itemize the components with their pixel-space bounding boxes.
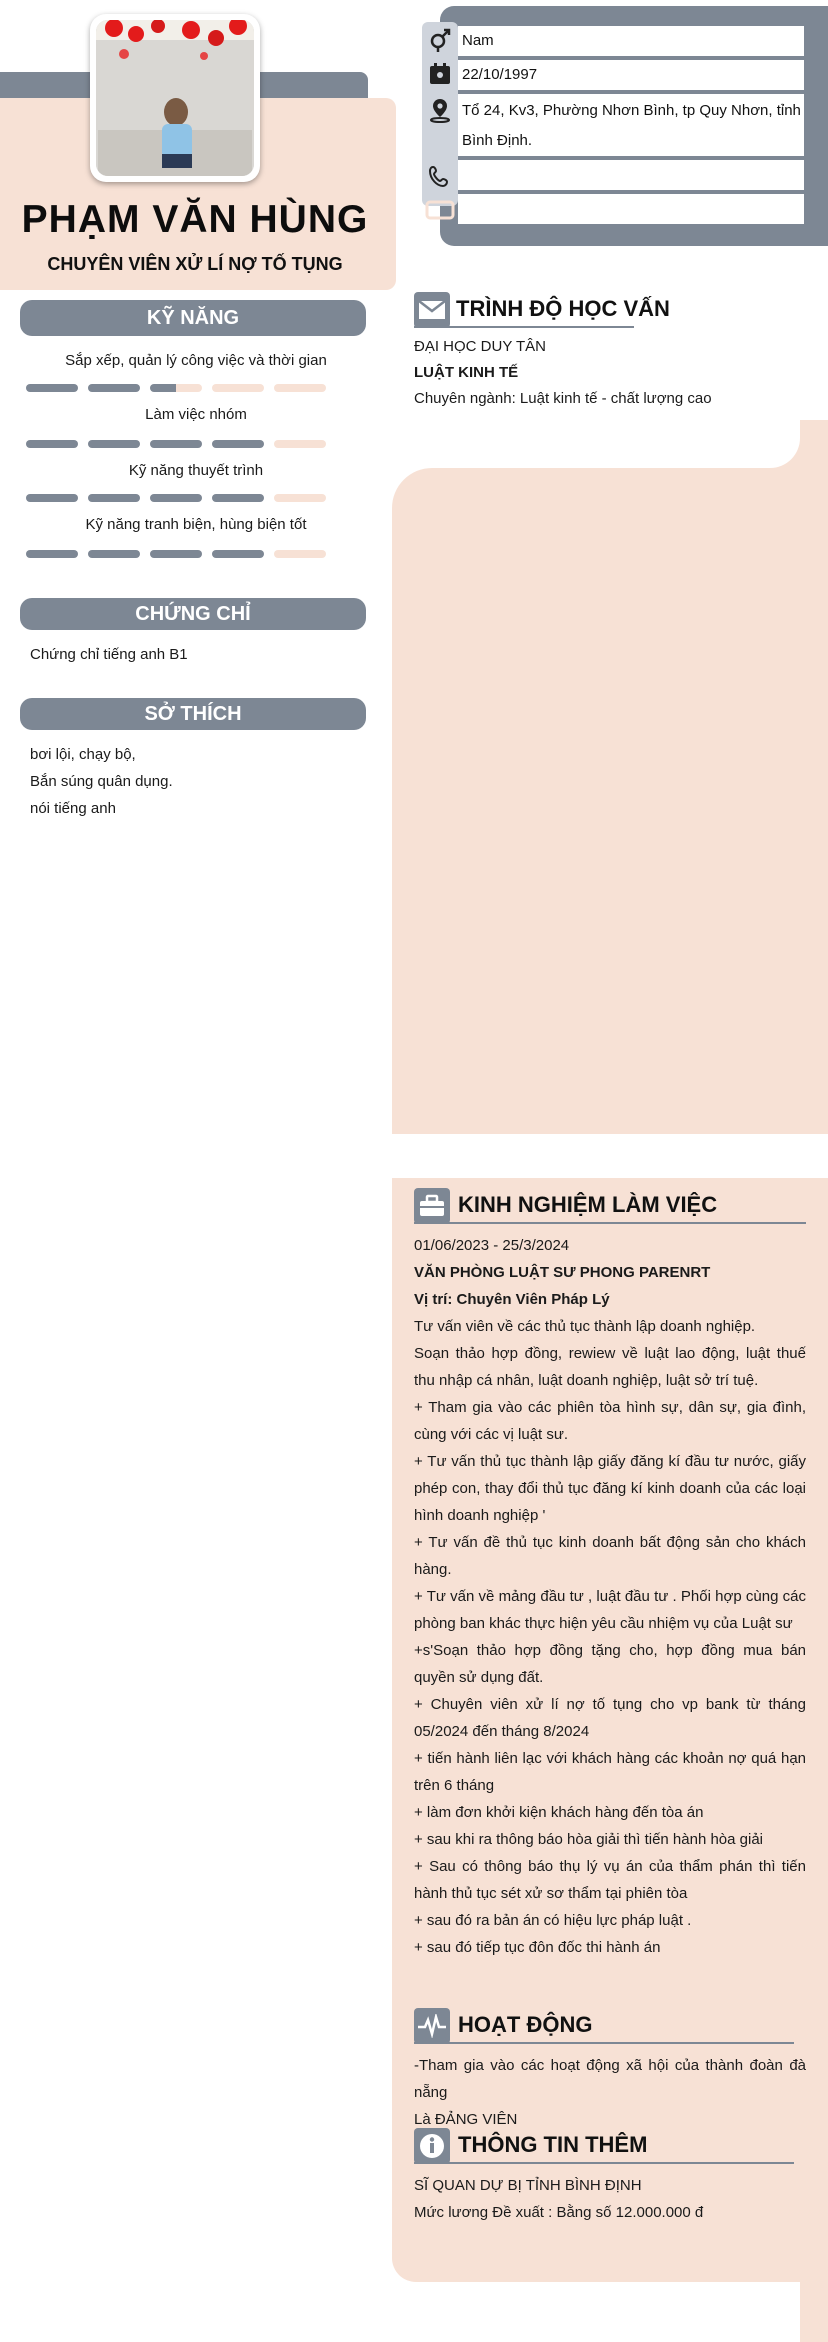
birthdate-field: 22/10/1997 bbox=[458, 60, 804, 90]
certificates-heading: CHỨNG CHỈ bbox=[20, 598, 366, 630]
activity-line: -Tham gia vào các hoạt động xã hội của thành đoàn đà nẵng bbox=[414, 2057, 806, 2101]
right-panel-notch bbox=[740, 400, 800, 468]
experience-underline bbox=[414, 1222, 806, 1224]
experience-line: + Tư vấn thủ tục thành lập giấy đăng kí đầu tư nước, giấy phép con, thay đổi thủ tục đăng kí kinh doanh của các loại hình doanh nghiệp ' bbox=[414, 1453, 806, 1524]
hobby-item: Bắn súng quân dụng. bbox=[30, 773, 173, 790]
phone-field bbox=[458, 160, 804, 190]
briefcase-icon bbox=[414, 1188, 450, 1224]
experience-line: + sau đó tiếp tục đôn đốc thi hành án bbox=[414, 1939, 661, 1956]
experience-company: VĂN PHÒNG LUẬT SƯ PHONG PARENRT bbox=[414, 1264, 711, 1281]
extra-body bbox=[414, 2172, 806, 2226]
rating-bar bbox=[88, 494, 140, 502]
phone-icon bbox=[424, 160, 456, 192]
email-icon bbox=[424, 194, 456, 226]
rating-bar bbox=[212, 550, 264, 558]
skill-name: Kỹ năng tranh biện, hùng biện tốt bbox=[85, 516, 307, 533]
skills-heading: KỸ NĂNG bbox=[20, 300, 366, 336]
rating-bar bbox=[88, 384, 140, 392]
experience-line: Soạn thảo hợp đồng, rewiew về luật lao động, luật thuế thu nhập cá nhân, luật doanh nghiệp, luật sở trí tuệ. bbox=[414, 1345, 806, 1389]
education-underline bbox=[414, 326, 634, 328]
experience-heading: KINH NGHIỆM LÀM VIỆC bbox=[458, 1192, 718, 1217]
rating-bar bbox=[88, 550, 140, 558]
experience-line: +s'Soạn thảo hợp đồng tặng cho, hợp đồng mua bán quyền sử dụng đất. bbox=[414, 1642, 806, 1686]
rating-bar bbox=[26, 550, 78, 558]
experience-line: + sau đó ra bản án có hiệu lực pháp luật . bbox=[414, 1912, 692, 1929]
right-panel-top bbox=[392, 468, 828, 1134]
rating-bar bbox=[150, 550, 202, 558]
education-school: ĐẠI HỌC DUY TÂN bbox=[414, 338, 546, 355]
experience-line: + Chuyên viên xử lí nợ tố tụng cho vp bank từ tháng 05/2024 đến tháng 8/2024 bbox=[414, 1696, 806, 1740]
rating-bar bbox=[212, 384, 264, 392]
experience-line: + Tham gia vào các phiên tòa hình sự, dân sự, gia đình, cùng với các vị luật sư. bbox=[414, 1399, 806, 1443]
location-icon bbox=[424, 94, 456, 126]
calendar-icon bbox=[424, 58, 456, 90]
extra-underline bbox=[414, 2162, 794, 2164]
skill-name: Sắp xếp, quản lý công việc và thời gian bbox=[65, 352, 327, 369]
experience-line: + tiến hành liên lạc với khách hàng các khoản nợ quá hạn trên 6 tháng bbox=[414, 1750, 806, 1794]
rating-bar bbox=[274, 384, 326, 392]
skill-rating bbox=[26, 494, 346, 502]
address-field: Tổ 24, Kv3, Phường Nhơn Bình, tp Quy Nhơn, tỉnh Bình Định. bbox=[458, 94, 804, 156]
info-icon bbox=[414, 2128, 450, 2164]
activity-line: Là ĐẢNG VIÊN bbox=[414, 2111, 518, 2128]
rating-bar bbox=[150, 440, 202, 448]
activity-icon bbox=[414, 2008, 450, 2044]
candidate-name: PHẠM VĂN HÙNG bbox=[21, 198, 369, 241]
experience-line: + Tư vấn đề thủ tục kinh doanh bất động sản cho khách hàng. bbox=[414, 1534, 806, 1578]
rating-bar bbox=[88, 440, 140, 448]
skill-name: Kỹ năng thuyết trình bbox=[128, 462, 264, 479]
education-heading: TRÌNH ĐỘ HỌC VẤN bbox=[456, 296, 670, 321]
certificate-item: Chứng chỉ tiếng anh B1 bbox=[30, 646, 188, 663]
activities-underline bbox=[414, 2042, 794, 2044]
experience-position: Vị trí: Chuyên Viên Pháp Lý bbox=[414, 1291, 610, 1308]
rating-bar bbox=[26, 440, 78, 448]
mail-icon bbox=[414, 292, 450, 328]
hobby-item: nói tiếng anh bbox=[30, 800, 116, 817]
experience-line: + Sau có thông báo thụ lý vụ án của thẩm phán thì tiến hành thủ tục sét xử sơ thẩm tại phiên tòa bbox=[414, 1858, 806, 1902]
hobbies-heading: SỞ THÍCH bbox=[20, 698, 366, 730]
rating-bar bbox=[274, 494, 326, 502]
rating-bar bbox=[150, 494, 202, 502]
rating-bar bbox=[150, 384, 202, 392]
experience-line: + sau khi ra thông báo hòa giải thì tiến hành hòa giải bbox=[414, 1831, 764, 1848]
extra-heading: THÔNG TIN THÊM bbox=[458, 2132, 648, 2157]
activities-heading: HOẠT ĐỘNG bbox=[458, 2012, 593, 2037]
education-degree: LUẬT KINH TẾ bbox=[414, 364, 519, 381]
rating-bar bbox=[274, 440, 326, 448]
extra-line: SĨ QUAN DỰ BỊ TỈNH BÌNH ĐỊNH bbox=[414, 2177, 642, 2194]
experience-line: Tư vấn viên về các thủ tục thành lập doanh nghiệp. bbox=[414, 1318, 756, 1335]
rating-bar bbox=[26, 494, 78, 502]
skill-rating bbox=[26, 550, 346, 558]
extra-line: Mức lương Đề xuất : Bằng số 12.000.000 đ bbox=[414, 2204, 704, 2221]
skill-rating bbox=[26, 384, 346, 392]
education-major: Chuyên ngành: Luật kinh tế - chất lượng cao bbox=[414, 390, 712, 407]
avatar bbox=[96, 20, 254, 176]
experience-line: + Tư vấn về mảng đầu tư , luật đầu tư . Phối hợp cùng các phòng ban khác thực hiện yêu cầu nhiệm vụ của Luật sư bbox=[414, 1588, 806, 1632]
rating-bar bbox=[212, 494, 264, 502]
hobby-item: bơi lội, chạy bộ, bbox=[30, 746, 136, 763]
skill-rating bbox=[26, 440, 346, 448]
gender-icon bbox=[424, 24, 456, 56]
experience-body bbox=[414, 1232, 806, 1961]
job-title: CHUYÊN VIÊN XỬ LÍ NỢ TỐ TỤNG bbox=[47, 254, 343, 274]
rating-bar bbox=[26, 384, 78, 392]
right-panel-tail bbox=[800, 2282, 828, 2342]
rating-bar bbox=[212, 440, 264, 448]
experience-period: 01/06/2023 - 25/3/2024 bbox=[414, 1237, 570, 1254]
rating-bar bbox=[274, 550, 326, 558]
experience-line: + làm đơn khởi kiện khách hàng đến tòa án bbox=[414, 1804, 704, 1821]
email-field bbox=[458, 194, 804, 224]
gender-field: Nam bbox=[458, 26, 804, 56]
skill-name: Làm việc nhóm bbox=[145, 406, 247, 423]
activities-body bbox=[414, 2052, 806, 2133]
